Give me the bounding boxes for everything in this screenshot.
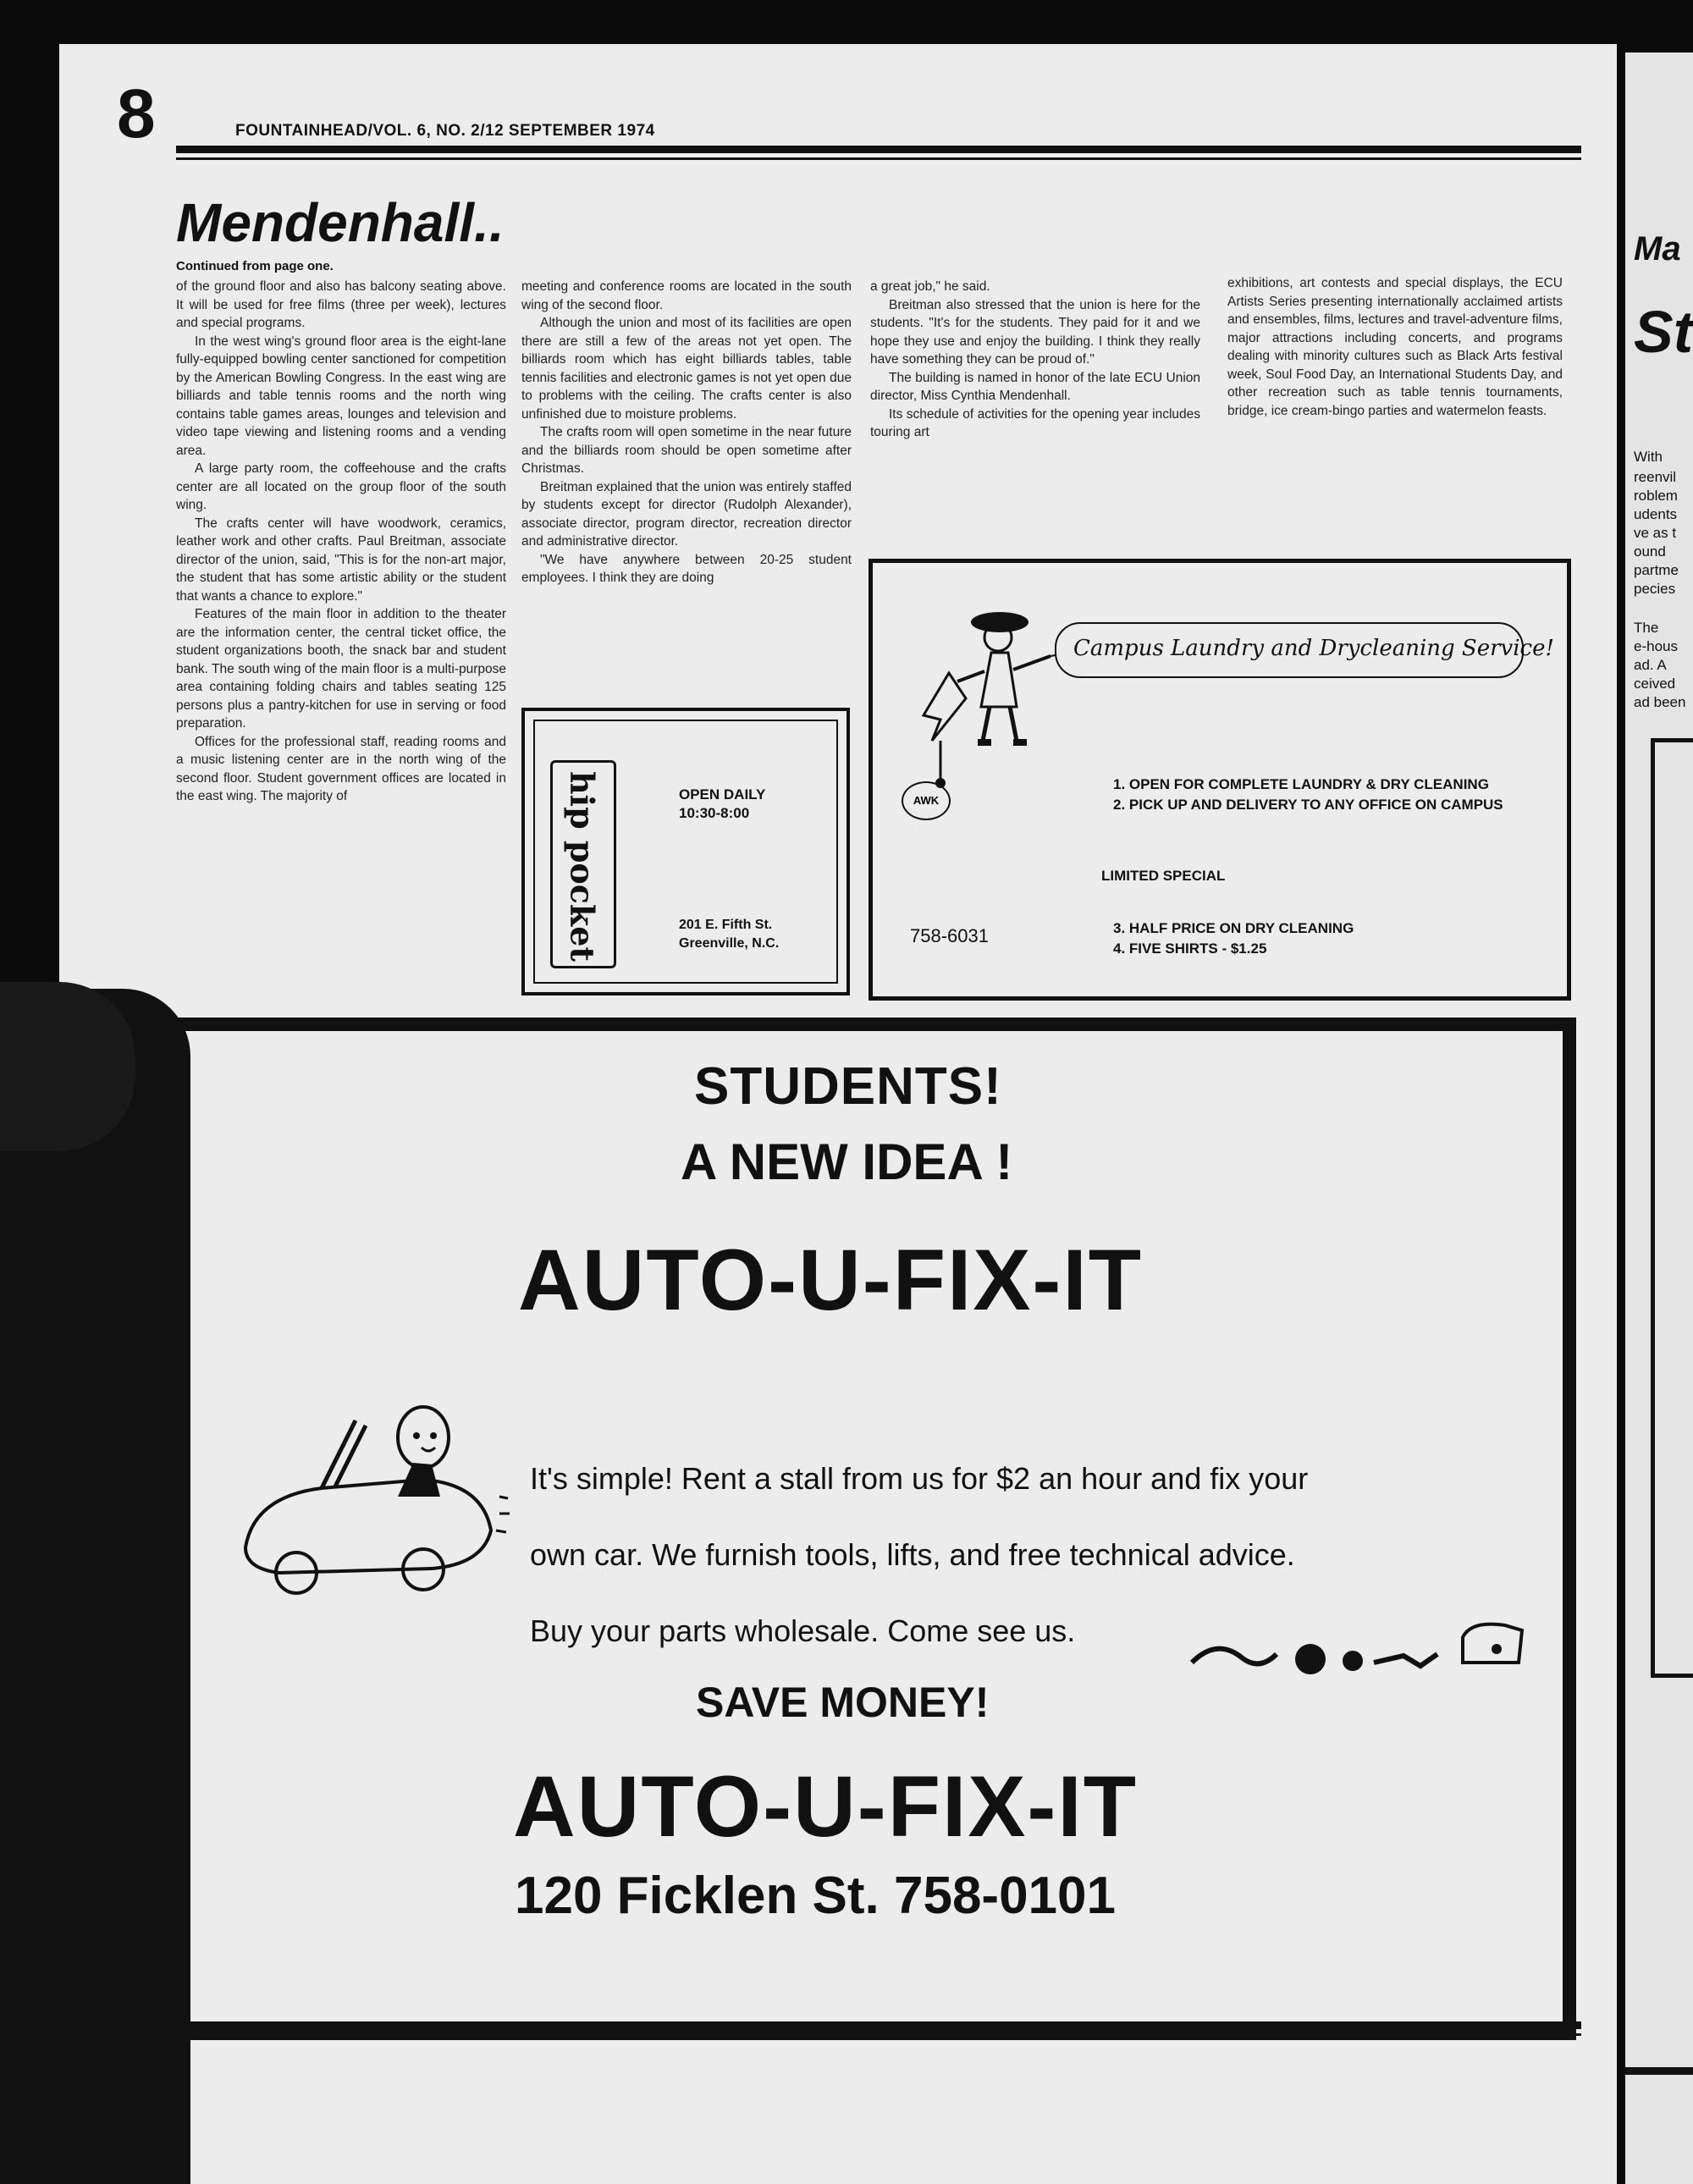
auto-u-fix-it-ad xyxy=(161,1018,1576,2040)
paragraph: Features of the main floor in addition to the theater are the information center, the central ticket office, the student organizations booth, the snack bar and student bank. The south wing of the main floor is a multi-purpose area containing folding chairs and tables seating 125 persons plus a pantry-kitchen for use in serving or food preparation. xyxy=(176,607,506,731)
paragraph: Although the union and most of its facilities are open there are still a few of the areas not yet open. The billiards room which has eight billiards tables, table tennis facilities and electronic games is not yet open due to problems with the ceiling. The crafts center is also unfinished due to moisture problems. xyxy=(521,316,852,422)
footer-rule xyxy=(176,2021,1581,2029)
paragraph: The crafts center will have woodwork, ceramics, leather work and other crafts. Paul Breitman, associate director of the union, said, "This is for the non-art major, the student that has some artistic ability or the student that wants a chance to explore." xyxy=(176,516,506,604)
folio-line: FOUNTAINHEAD/VOL. 6, NO. 2/12 SEPTEMBER 1974 xyxy=(235,122,655,140)
paragraph: A large party room, the coffeehouse and the crafts center are all located on the group floor of the south wing. xyxy=(176,461,506,512)
paragraph: Breitman also stressed that the union is here for the students. "It's for the students. They paid for it and we hope they use and enjoy the building. I think they really have something they can be proud of." xyxy=(870,297,1200,367)
car-cartoon-icon xyxy=(229,1404,516,1624)
adjacent-fragment: ad. A xyxy=(1634,657,1667,673)
special-offers-list xyxy=(1113,918,1354,959)
adjacent-fragment: ceived xyxy=(1634,676,1676,692)
limited-special-label: LIMITED SPECIAL xyxy=(1101,868,1226,884)
hip-pocket-ad-inner xyxy=(533,720,838,984)
address-line: Greenville, N.C. xyxy=(679,936,780,951)
tools-doodle-icon xyxy=(1183,1612,1539,1688)
body-line: Buy your parts wholesale. Come see us. xyxy=(530,1613,1076,1648)
adjacent-fragment: Ma xyxy=(1634,230,1681,267)
header-rule xyxy=(176,146,1581,153)
ad-address-phone: 120 Ficklen St. 758-0101 xyxy=(515,1867,1117,1925)
paragraph: a great job," he said. xyxy=(870,279,990,294)
hours-line: OPEN DAILY xyxy=(679,786,766,802)
paragraph: of the ground floor and also has balcony seating above. It will be used for free films (three per week), lectures and special programs. xyxy=(176,279,506,330)
adjacent-fragment: The xyxy=(1634,620,1659,636)
pirate-mascot-icon xyxy=(890,571,1076,791)
laundry-phone: 758-6031 xyxy=(910,925,989,946)
hip-pocket-ad xyxy=(521,708,850,995)
students-headline: STUDENTS! xyxy=(694,1057,1002,1116)
adjacent-fragment: ound xyxy=(1634,543,1666,560)
brand-name: AUTO-U-FIX-IT xyxy=(518,1232,1144,1328)
paragraph: In the west wing's ground floor area is the eight-lane fully-equipped bowling center sanctioned for competition by the American Bowling Congress. In the east wing are billiards and table tennis rooms and the north wing contains table games areas, lounges and television and video tape viewing and listening rooms and a vending area. xyxy=(176,334,506,458)
offer-item: 3. HALF PRICE ON DRY CLEANING xyxy=(1113,920,1354,936)
hip-pocket-logo-text: hip pocket xyxy=(563,771,602,962)
adjacent-box xyxy=(1651,738,1693,1678)
adjacent-fragment: e-hous xyxy=(1634,638,1678,654)
article-headline: Mendenhall.. xyxy=(176,192,505,253)
article-column-4 xyxy=(1227,274,1563,420)
address-line: 201 E. Fifth St. xyxy=(679,918,773,932)
service-item: 1. OPEN FOR COMPLETE LAUNDRY & DRY CLEANING xyxy=(1113,776,1489,792)
article-column-3 xyxy=(870,278,1200,442)
page-number: 8 xyxy=(117,75,156,152)
adjacent-fragment: roblem xyxy=(1634,488,1678,504)
thumb-tip xyxy=(0,982,135,1151)
paragraph: Breitman explained that the union was entirely staffed by students except for director (Rudolph Alexander), associate director, program director, recreation director and administrative director. xyxy=(521,479,852,549)
laundry-services-list xyxy=(1113,775,1545,815)
paragraph: The crafts room will open sometime in the near future and the billiards room should be open sometime after Christmas. xyxy=(521,425,852,476)
offer-item: 4. FIVE SHIRTS - $1.25 xyxy=(1113,940,1267,957)
awk-logo: AWK xyxy=(902,781,951,820)
thumb-shadow xyxy=(0,989,190,2184)
hip-pocket-logo xyxy=(550,760,616,968)
new-idea-headline: A NEW IDEA ! xyxy=(681,1133,1013,1190)
newspaper-page xyxy=(59,44,1617,2184)
paragraph: Its schedule of activities for the opening year includes touring art xyxy=(870,406,1200,439)
hours-line: 10:30-8:00 xyxy=(679,805,750,821)
adjacent-fragment: partme xyxy=(1634,562,1679,578)
adjacent-fragment: St xyxy=(1634,299,1693,365)
header-rule-thin xyxy=(176,157,1581,160)
adjacent-fragment: ve as t xyxy=(1634,525,1677,541)
save-money-headline: SAVE MONEY! xyxy=(696,1679,990,1726)
footer-rule-thin xyxy=(176,2033,1581,2036)
brand-name-footer: AUTO-U-FIX-IT xyxy=(513,1758,1139,1855)
paragraph: "We have anywhere between 20-25 student employees. I think they are doing xyxy=(521,552,852,585)
body-line: It's simple! Rent a stall from us for $2 an hour and fix your xyxy=(530,1461,1309,1496)
campus-laundry-ad xyxy=(869,559,1571,1001)
continued-note: Continued from page one. xyxy=(176,259,334,273)
paragraph: Offices for the professional staff, reading rooms and a music listening center are in the north wing of the second floor. Student government offices are located in the east wing. The majority of xyxy=(176,734,506,803)
adjacent-fragment: pecies xyxy=(1634,581,1676,597)
adjacent-fragment: udents xyxy=(1634,506,1678,522)
auto-ad-inner xyxy=(193,1031,1563,2013)
adjacent-fragment: reenvil xyxy=(1634,469,1677,485)
laundry-speech-bubble xyxy=(1055,622,1554,678)
paragraph: exhibitions, art contests and special displays, the ECU Artists Series presenting internationally acclaimed artists and ensembles, films, lectures and travel-adventure films, major attractions including concerts, and programs dealing with minority cultures such as Black Arts festival week, Soul Food Day, an International Students Day, and other recreation such as table tennis tournaments, bridge, ice cream-bingo parties and watermelon feasts. xyxy=(1227,276,1563,418)
paragraph: The building is named in honor of the late ECU Union director, Miss Cynthia Mendenhall. xyxy=(870,370,1200,403)
body-line: own car. We furnish tools, lifts, and free technical advice. xyxy=(530,1537,1295,1572)
paragraph: meeting and conference rooms are located in the south wing of the second floor. xyxy=(521,279,852,312)
adjacent-fragment: With xyxy=(1634,449,1663,465)
adjacent-page-edge xyxy=(1625,52,1693,2184)
hip-pocket-address xyxy=(679,916,779,953)
article-column-1 xyxy=(176,278,506,806)
laundry-title: Campus Laundry and Drycleaning Service! xyxy=(1073,636,1554,661)
service-item: 2. PICK UP AND DELIVERY TO ANY OFFICE ON CAMPUS xyxy=(1113,797,1503,813)
article-column-2 xyxy=(521,278,852,587)
adjacent-fragment: ad been xyxy=(1634,694,1686,710)
adjacent-footer-rule xyxy=(1625,2067,1693,2075)
hip-pocket-hours xyxy=(679,786,765,823)
